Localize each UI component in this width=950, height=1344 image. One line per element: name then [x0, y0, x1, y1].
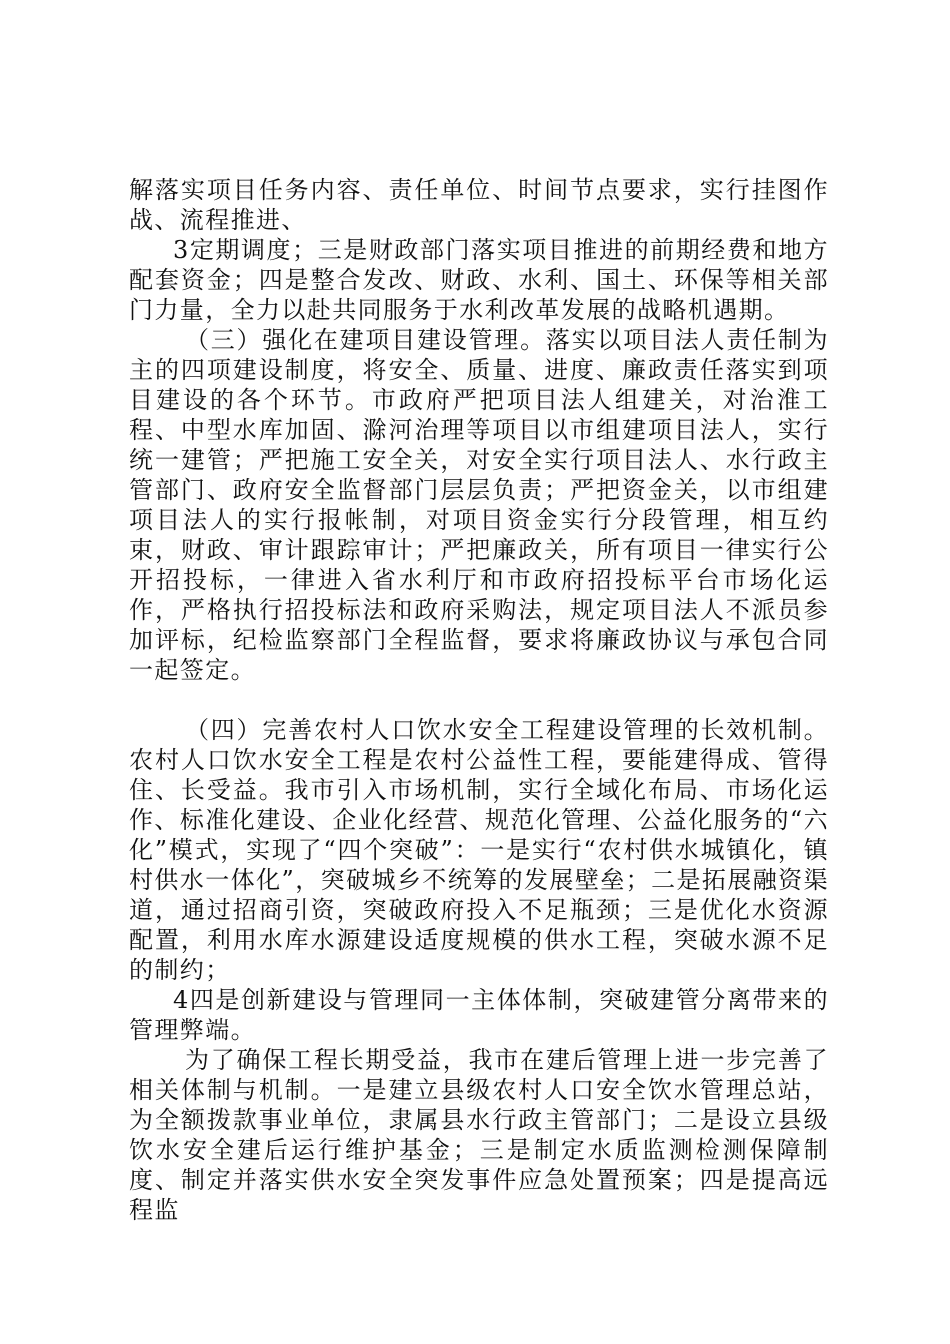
paragraph-post-construction: 为了确保工程长期受益，我市在建后管理上进一步完善了相关体制与机制。一是建立县级农村人口安全饮水管理总站，为全额拨款事业单位，隶属县水行政主管部门；二是设立县级饮水安全建后运行维护基金；三是制定水质监测检测保障制度、制定并落实供水安全突发事件应急处置预案；四是提高远程监 [129, 1046, 829, 1224]
paragraph-fourth-breakthrough: 4四是创新建设与管理同一主体体制，突破建管分离带来的管理弊端。 [129, 986, 829, 1044]
paragraph-task-decomposition: 解落实项目任务内容、责任单位、时间节点要求，实行挂图作战、流程推进、 [129, 176, 829, 234]
body-text [129, 175, 829, 1225]
paragraph-section-four: （四）完善农村人口饮水安全工程建设管理的长效机制。农村人口饮水安全工程是农村公益性工程，要能建得成、管得住、长受益。我市引入市场机制，实行全域化布局、市场化运作、标准化建设、企业化经营、规范化管理、公益化服务的“六化”模式，实现了“四个突破”：一是实行“农村供水城镇化，镇村供水一体化”，突破城乡不统筹的发展壁垒；二是拓展融资渠道，通过招商引资，突破政府投入不足瓶颈；三是优化水资源配置，利用水库水源建设适度规模的供水工程，突破水源不足的制约； [129, 716, 829, 984]
paragraph-scheduling-funding: 3定期调度；三是财政部门落实项目推进的前期经费和地方配套资金；四是整合发改、财政、水利、国土、环保等相关部门力量，全力以赴共同服务于水利改革发展的战略机遇期。 [129, 236, 829, 324]
paragraph-section-three: （三）强化在建项目建设管理。落实以项目法人责任制为主的四项建设制度，将安全、质量、进度、廉政责任落实到项目建设的各个环节。市政府严把项目法人组建关，对治淮工程、中型水库加固、滁河治理等项目以市组建项目法人，实行统一建管；严把施工安全关，对安全实行项目法人、水行政主管部门、政府安全监督部门层层负责；严把资金关，以市组建项目法人的实行报帐制，对项目资金实行分段管理，相互约束，财政、审计跟踪审计；严把廉政关，所有项目一律实行公开招投标，一律进入省水利厅和市政府招投标平台市场化运作，严格执行招投标法和政府采购法，规定项目法人不派员参加评标，纪检监察部门全程监督，要求将廉政协议与承包合同一起签定。 [129, 326, 829, 684]
